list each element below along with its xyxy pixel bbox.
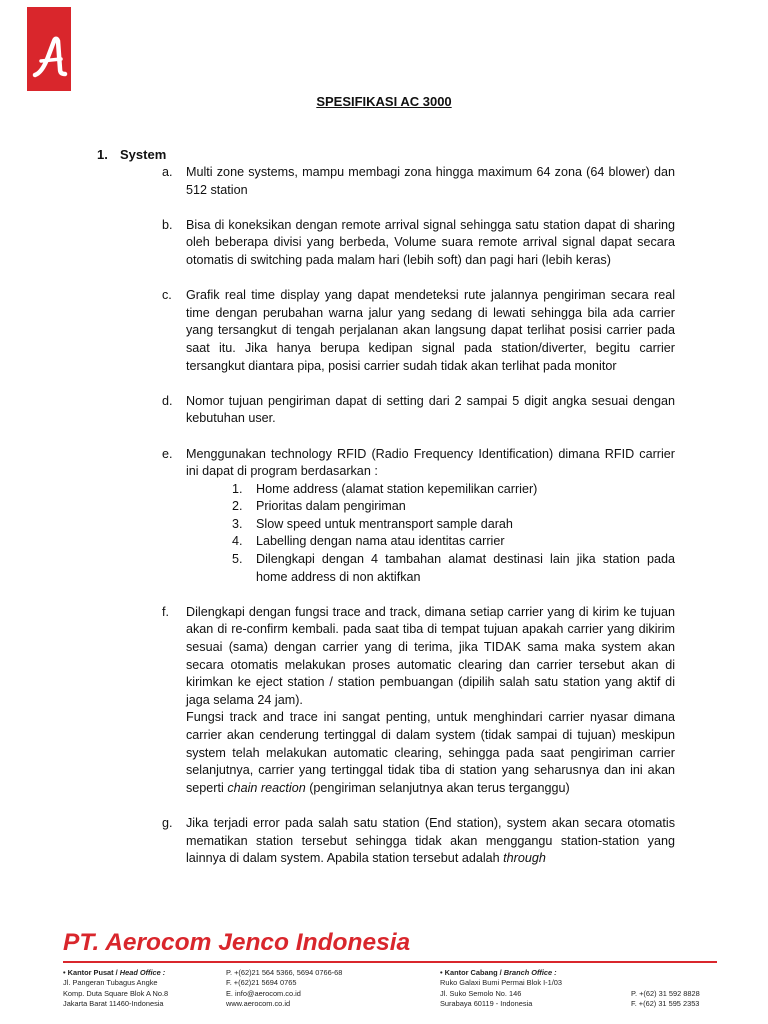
section-label: System (120, 147, 167, 162)
item-text: Menggunakan technology RFID (Radio Frequency Identification) dimana RFID carrier ini dapat di program berdasarkan : (186, 446, 675, 479)
fax-text: F. +(62) 31 595 2353 (631, 999, 700, 1009)
fax-text: F. +(62)21 5694 0765 (226, 978, 297, 988)
page-title: SPESIFIKASI AC 3000 (316, 94, 452, 109)
item-text: Bisa di koneksikan dengan remote arrival signal sehingga satu station dapat di sharing oleh beberapa divisi yang berbeda, Volume suara remote arrival signal dapat secara otomatis di switching pada malam hari (lebih soft) dan pagi hari (lebih keras) (186, 217, 675, 267)
item-text: Nomor tujuan pengiriman dapat di setting dari 2 sampai 5 digit angka sesuai dengan kebutuhan user. (186, 393, 675, 426)
spec-item-d (162, 393, 675, 428)
item-marker: f. (162, 604, 169, 619)
head-office-label: • Kantor Pusat / Head Office : (63, 968, 166, 977)
rfid-list-item: 2. Prioritas dalam pengiriman (232, 499, 406, 514)
email-link[interactable]: E. info@aerocom.co.id (226, 988, 301, 998)
item-text: Multi zone systems, mampu membagi zona hingga maximum 64 zona (64 blower) dan 512 station (186, 165, 675, 197)
item-marker: a. (162, 165, 173, 179)
item-marker: d. (162, 393, 173, 408)
rfid-list-item: 5. Dilengkapi dengan 4 tambahan alamat destinasi lain jika station pada home address di non aktifkan (232, 552, 675, 584)
footer-divider (63, 961, 717, 963)
section-heading (97, 147, 166, 162)
website-link[interactable]: www.aerocom.co.id (226, 998, 291, 1008)
spec-item-a (162, 164, 675, 199)
branch-office-label: • Kantor Cabang / Branch Office : (440, 968, 557, 977)
spec-item-c (162, 287, 675, 375)
rfid-list (186, 481, 675, 587)
aerocom-logo-icon (27, 7, 71, 91)
phone-text: P. +(62)21 564 5366, 5694 0766-68 (226, 968, 343, 977)
phone-text: P. +(62) 31 592 8828 (631, 989, 700, 998)
spec-item-g (162, 815, 675, 868)
rfid-list-item: 1. Home address (alamat station kepemilikan carrier) (232, 481, 538, 496)
company-name: PT. Aerocom Jenco Indonesia (63, 929, 411, 956)
item-text: Jika terjadi error pada salah satu station (End station), system akan secara otomatis mematikan station tersebut sehingga tidak akan menggangu station-station yang lainnya di dalam system. Apabila station tersebut adalah through (186, 815, 675, 866)
rfid-list-item: 4. Labelling dengan nama atau identitas carrier (232, 534, 505, 549)
item-text: Dilengkapi dengan fungsi trace and track, dimana setiap carrier yang di kirim ke tujuan akan di re-confirm kembali. pada saat tiba di tempat tujuan apakah carrier yang dikirim sesuai (sama) dengan carrier yang di terima, jika TIDAK sama maka system akan secara otomatis melakukan proses automatic clearing dan carrier tersebut akan di kirimkan ke eject station / station pembuangan (dipilih salah satu station yang aktif di jaga selama 24 jam). (186, 604, 675, 707)
spec-item-e (162, 446, 675, 587)
item-marker: g. (162, 815, 173, 830)
item-marker: c. (162, 288, 172, 303)
item-text: Grafik real time display yang dapat mendeteksi rute jalannya pengiriman secara real time dengan perubahan warna jalur yang sedang di lewati sehingga bila ada carrier yang tersangkut di tengah perjalanan akan langsung dapat terlihat posisi carrier pada saat itu. Jika hanya berupa kedipan signal pada station/diverter, begitu carrier tersangkut diantara pipa, posisi carrier sudah tidak akan terlihat pada monitor (186, 288, 675, 373)
head-office-contacts (226, 968, 342, 1009)
company-logo (27, 7, 71, 91)
item-marker: b. (162, 217, 173, 232)
item-text-continued: Fungsi track and trace ini sangat penting, untuk menghindari carrier nyasar dimana carrier akan cenderung tertinggal di dalam system (tidak sampai di tujuan) meskipun system telah melakukan automatic clearing, sehingga pada saat pengiriman carrier selanjutnya, carrier yang tertinggal tidak tiba di station yang seharusnya dan ini akan seperti chain reaction (pengiriman selanjutnya akan terus terganggu) (186, 710, 675, 795)
letterhead-footer (0, 925, 768, 1024)
rfid-list-item: 3. Slow speed untuk mentransport sample darah (232, 516, 513, 531)
branch-office-contacts (631, 989, 700, 1010)
spec-item-b (162, 217, 675, 270)
spec-list (162, 164, 675, 885)
item-marker: e. (162, 446, 173, 461)
spec-item-f (162, 604, 675, 798)
branch-office-address: • Kantor Cabang / Branch Office : Ruko Galaxi Bumi Permai Blok I-1/03 Jl. Suko Semolo No. 146 Surabaya 60119 - Indonesia (440, 968, 562, 1008)
head-office-address: • Kantor Pusat / Head Office : Jl. Pangeran Tubagus Angke Komp. Duta Square Blok A No.8 Jakarta Barat 11460-Indonesia (63, 968, 169, 1008)
section-number: 1. (97, 147, 108, 162)
